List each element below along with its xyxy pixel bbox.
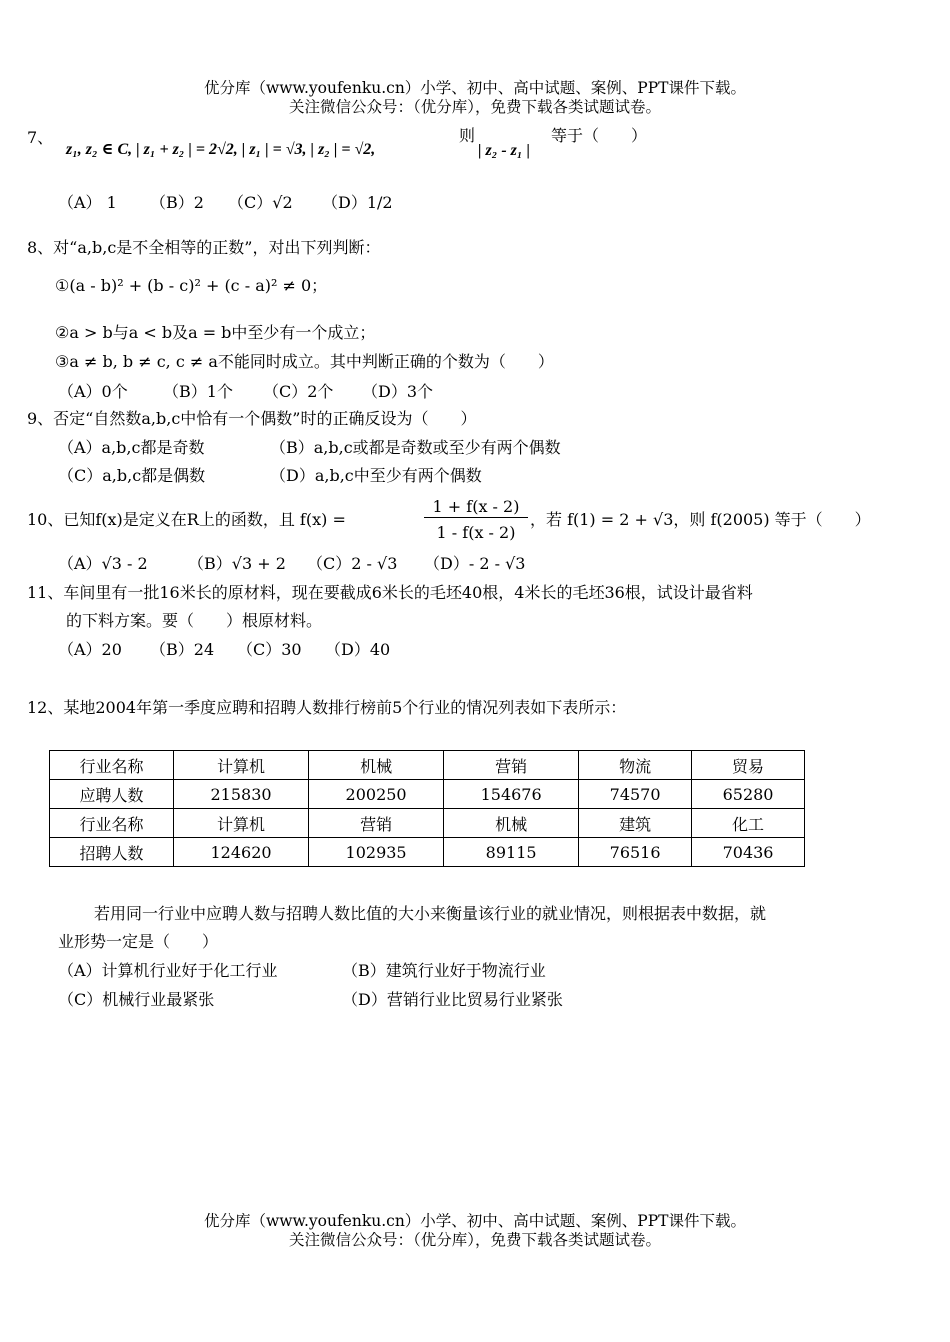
q12-option-d: （D）营销行业比贸易行业紧张 bbox=[342, 990, 563, 1009]
table-cell: 化工 bbox=[692, 809, 805, 838]
q8-stem: 8、对“a,b,c是不全相等的正数”，对出下列判断： bbox=[27, 238, 381, 257]
q7-expression: | z₂ - z₁ | bbox=[478, 142, 530, 159]
table-row bbox=[50, 780, 805, 809]
q10-option-b: （B）√3 + 2 bbox=[188, 554, 286, 573]
page-footer-line-2: 关注微信公众号：（优分库），免费下载各类试题试卷。 bbox=[288, 1231, 661, 1249]
q12-option-b: （B）建筑行业好于物流行业 bbox=[342, 961, 546, 980]
q11-option-d: （D）40 bbox=[325, 640, 391, 659]
page-header-line-1: 优分库（www.youfenku.cn）小学、初中、高中试题、案例、PPT课件下载。 bbox=[203, 79, 747, 97]
q8-statement-2: ②a > b与a < b及a = b中至少有一个成立； bbox=[55, 323, 376, 342]
table-cell: 76516 bbox=[579, 838, 692, 867]
table-cell: 机械 bbox=[444, 809, 579, 838]
q8-option-a: （A）0个 bbox=[58, 382, 128, 401]
table-cell: 200250 bbox=[309, 780, 444, 809]
q9-option-b: （B）a,b,c或都是奇数或至少有两个偶数 bbox=[270, 438, 561, 457]
q11-option-a: （A）20 bbox=[58, 640, 122, 659]
table-cell: 营销 bbox=[309, 809, 444, 838]
page-header-line-2: 关注微信公众号：（优分库），免费下载各类试题试卷。 bbox=[288, 98, 661, 116]
table-cell: 物流 bbox=[579, 751, 692, 780]
table-cell: 102935 bbox=[309, 838, 444, 867]
q8-option-d: （D）3个 bbox=[362, 382, 434, 401]
table-cell: 215830 bbox=[174, 780, 309, 809]
table-row bbox=[50, 751, 805, 780]
q12-stem: 12、某地2004年第一季度应聘和招聘人数排行榜前5个行业的情况列表如下表所示： bbox=[27, 698, 627, 717]
table-cell: 机械 bbox=[309, 751, 444, 780]
q7-option-d: （D）1/2 bbox=[322, 193, 393, 212]
employment-table bbox=[49, 750, 805, 867]
q11-stem-line-1: 11、车间里有一批16米长的原材料，现在要截成6米长的毛坯40根，4米长的毛坯36根，试设计最省料 bbox=[27, 583, 753, 602]
table-cell: 营销 bbox=[444, 751, 579, 780]
table-row bbox=[50, 838, 805, 867]
table-cell: 65280 bbox=[692, 780, 805, 809]
q7-option-b: （B）2 bbox=[150, 193, 204, 212]
table-cell: 124620 bbox=[174, 838, 309, 867]
q10-option-c: （C）2 - √3 bbox=[307, 554, 398, 573]
q9-option-a: （A）a,b,c都是奇数 bbox=[58, 438, 205, 457]
table-cell: 贸易 bbox=[692, 751, 805, 780]
q10-stem-part-1: 10、已知f(x)是定义在R上的函数，且 f(x) = bbox=[27, 510, 346, 529]
table-cell: 154676 bbox=[444, 780, 579, 809]
table-cell: 计算机 bbox=[174, 809, 309, 838]
q8-statement-1: ①(a - b)² + (b - c)² + (c - a)² ≠ 0； bbox=[55, 276, 328, 295]
q10-option-d: （D）- 2 - √3 bbox=[424, 554, 526, 573]
q12-paragraph-line-1: 若用同一行业中应聘人数与招聘人数比值的大小来衡量该行业的就业情况，则根据表中数据，就 bbox=[94, 904, 767, 923]
q10-fraction-denominator: 1 - f(x - 2) bbox=[436, 523, 516, 542]
q7-number: 7、 bbox=[27, 128, 54, 147]
q11-stem-line-2: 的下料方案。要（ ）根原材料。 bbox=[66, 611, 323, 630]
q11-option-b: （B）24 bbox=[150, 640, 215, 659]
q7-option-c: （C）√2 bbox=[228, 193, 293, 212]
q9-option-d: （D）a,b,c中至少有两个偶数 bbox=[270, 466, 482, 485]
table-row bbox=[50, 809, 805, 838]
table-row-header-cell: 行业名称 bbox=[50, 751, 174, 780]
q10-fraction-numerator: 1 + f(x - 2) bbox=[424, 497, 528, 518]
q8-option-b: （B）1个 bbox=[163, 382, 233, 401]
q9-stem: 9、否定“自然数a,b,c中恰有一个偶数”时的正确反设为（ ） bbox=[27, 409, 477, 428]
table-row-header-cell: 行业名称 bbox=[50, 809, 174, 838]
q7-equals: 等于（ ） bbox=[551, 126, 648, 145]
q7-option-a: （A） 1 bbox=[58, 193, 117, 212]
q12-option-c: （C）机械行业最紧张 bbox=[58, 990, 215, 1009]
table-row-header-cell: 招聘人数 bbox=[50, 838, 174, 867]
page-footer-line-1: 优分库（www.youfenku.cn）小学、初中、高中试题、案例、PPT课件下载。 bbox=[203, 1212, 747, 1230]
q8-statement-3: ③a ≠ b, b ≠ c, c ≠ a不能同时成立。其中判断正确的个数为（ ） bbox=[55, 352, 554, 371]
q11-option-c: （C）30 bbox=[237, 640, 302, 659]
table-row-header-cell: 应聘人数 bbox=[50, 780, 174, 809]
q9-option-c: （C）a,b,c都是偶数 bbox=[58, 466, 206, 485]
q12-paragraph-line-2: 业形势一定是（ ） bbox=[58, 932, 219, 951]
table-cell: 74570 bbox=[579, 780, 692, 809]
table-cell: 计算机 bbox=[174, 751, 309, 780]
q8-option-c: （C）2个 bbox=[263, 382, 334, 401]
q10-stem-part-2: ，若 f(1) = 2 + √3，则 f(2005) 等于（ ） bbox=[530, 510, 871, 529]
q12-option-a: （A）计算机行业好于化工行业 bbox=[58, 961, 278, 980]
table-cell: 建筑 bbox=[579, 809, 692, 838]
q7-then: 则 bbox=[459, 126, 476, 145]
table-cell: 70436 bbox=[692, 838, 805, 867]
q10-option-a: （A）√3 - 2 bbox=[58, 554, 148, 573]
q7-conditions: z₁, z₂ ∈ C, | z₁ + z₂ | = 2√2, | z₁ | = √3, | z₂ | = √2, bbox=[66, 141, 376, 158]
table-cell: 89115 bbox=[444, 838, 579, 867]
